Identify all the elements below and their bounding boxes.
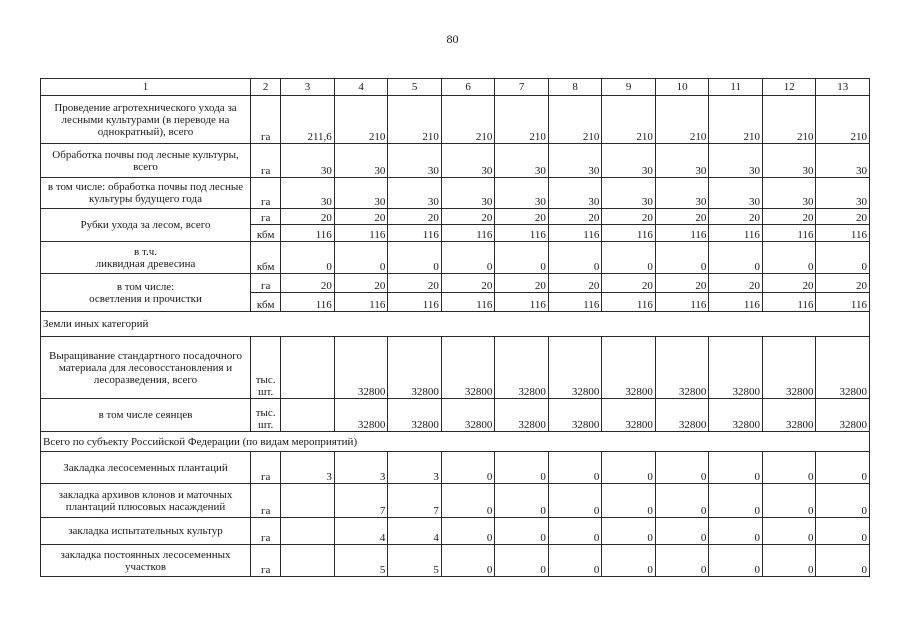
value-cell: 0 [441,545,495,577]
value-cell: 30 [816,178,870,209]
value-cell: 32800 [388,337,442,399]
value-cell: 30 [495,144,549,178]
value-cell: 0 [441,484,495,518]
value-cell: 116 [762,225,816,242]
row-name: Выращивание стандартного посадочного материала для лесовосстановления и лесоразведения, всего [41,337,251,399]
value-cell: 30 [441,178,495,209]
value-cell: 0 [548,242,602,274]
value-cell: 20 [709,274,763,293]
page-number: 80 [446,32,459,46]
value-cell: 32800 [548,337,602,399]
table-row [41,144,870,178]
column-header: 3 [281,79,335,96]
table-row [41,399,870,432]
value-cell: 0 [602,545,656,577]
row-name [41,242,251,274]
value-cell: 5 [388,545,442,577]
value-cell: 116 [334,225,388,242]
value-cell: 0 [655,242,709,274]
value-cell: 210 [709,96,763,144]
value-cell: 30 [655,144,709,178]
value-cell: 0 [816,242,870,274]
value-cell: 0 [762,518,816,545]
value-cell: 116 [281,293,335,312]
table-row [41,79,870,96]
value-cell: 0 [709,545,763,577]
value-cell: 20 [816,209,870,225]
value-cell: 32800 [816,337,870,399]
value-cell: 0 [762,545,816,577]
row-name-line: осветления и прочистки [89,292,202,305]
value-cell: 30 [655,178,709,209]
value-cell: 116 [388,293,442,312]
table-row [41,96,870,144]
column-header: 10 [655,79,709,96]
value-cell: 210 [495,96,549,144]
value-cell: 0 [441,242,495,274]
value-cell: 0 [655,518,709,545]
table-row [41,452,870,484]
value-cell: 116 [441,225,495,242]
value-cell: 30 [816,144,870,178]
value-cell: 0 [548,484,602,518]
value-cell: 20 [655,274,709,293]
value-cell: 3 [388,452,442,484]
value-cell: 32800 [655,337,709,399]
section-heading: Всего по субъекту Российской Федерации (по видам мероприятий) [41,432,870,452]
unit-cell: га [251,452,281,484]
value-cell: 0 [602,242,656,274]
value-cell: 0 [816,518,870,545]
column-header: 9 [602,79,656,96]
value-cell: 0 [602,484,656,518]
unit-cell: га [251,144,281,178]
table-row [41,432,870,452]
unit-cell: кбм [251,225,281,242]
value-cell: 0 [495,452,549,484]
value-cell: 20 [709,209,763,225]
table-row [41,518,870,545]
column-header: 5 [388,79,442,96]
value-cell: 32800 [548,399,602,432]
row-name-line: в т.ч. [134,245,157,258]
value-cell: 32800 [441,337,495,399]
value-cell: 0 [495,518,549,545]
value-cell: 20 [548,274,602,293]
value-cell: 116 [602,225,656,242]
table-row [41,242,870,274]
value-cell: 0 [602,518,656,545]
row-name: Обработка почвы под лесные культуры, всего [41,144,251,178]
value-cell: 210 [655,96,709,144]
value-cell: 20 [388,274,442,293]
unit-cell: тыс. шт. [251,399,281,432]
row-name [41,274,251,312]
value-cell: 210 [388,96,442,144]
value-cell: 0 [762,484,816,518]
row-name-line: в том числе: [116,280,175,293]
value-cell: 30 [602,144,656,178]
forestry-activities-table [40,78,870,577]
value-cell: 116 [709,293,763,312]
value-cell: 0 [602,452,656,484]
value-cell: 30 [388,144,442,178]
value-cell: 210 [762,96,816,144]
column-header: 12 [762,79,816,96]
row-name: Рубки ухода за лесом, всего [41,209,251,242]
value-cell: 0 [548,518,602,545]
value-cell: 0 [709,452,763,484]
value-cell: 0 [816,545,870,577]
value-cell: 116 [655,225,709,242]
value-cell: 116 [816,293,870,312]
value-cell: 116 [495,225,549,242]
value-cell: 0 [762,452,816,484]
value-cell: 32800 [441,399,495,432]
value-cell: 20 [495,209,549,225]
value-cell: 211,6 [281,96,335,144]
value-cell: 0 [655,545,709,577]
value-cell [281,545,335,577]
value-cell: 32800 [816,399,870,432]
column-header: 6 [441,79,495,96]
value-cell: 116 [602,293,656,312]
unit-cell: га [251,274,281,293]
table-row [41,178,870,209]
row-name: Закладка лесосеменных плантаций [41,452,251,484]
value-cell: 116 [762,293,816,312]
value-cell: 30 [548,144,602,178]
value-cell: 116 [816,225,870,242]
value-cell: 30 [441,144,495,178]
value-cell: 5 [334,545,388,577]
value-cell: 20 [388,209,442,225]
value-cell: 116 [709,225,763,242]
row-name-line: ликвидная древесина [95,257,196,270]
value-cell: 0 [548,545,602,577]
value-cell: 116 [548,225,602,242]
value-cell: 116 [388,225,442,242]
value-cell: 0 [709,242,763,274]
value-cell: 210 [441,96,495,144]
value-cell: 20 [762,209,816,225]
value-cell: 30 [709,178,763,209]
value-cell [281,399,335,432]
value-cell: 30 [548,178,602,209]
value-cell [281,518,335,545]
value-cell: 30 [495,178,549,209]
value-cell: 20 [762,274,816,293]
value-cell: 3 [334,452,388,484]
value-cell: 3 [281,452,335,484]
value-cell: 30 [762,144,816,178]
unit-cell: тыс. шт. [251,337,281,399]
value-cell: 20 [602,274,656,293]
value-cell: 7 [388,484,442,518]
column-header: 1 [41,79,251,96]
column-header: 2 [251,79,281,96]
value-cell: 20 [334,274,388,293]
value-cell: 32800 [762,337,816,399]
value-cell: 116 [655,293,709,312]
value-cell: 0 [655,452,709,484]
value-cell: 0 [816,452,870,484]
value-cell: 210 [602,96,656,144]
value-cell: 32800 [388,399,442,432]
unit-cell: га [251,484,281,518]
unit-cell: га [251,178,281,209]
row-name: в том числе сеянцев [41,399,251,432]
value-cell: 32800 [334,337,388,399]
value-cell: 20 [495,274,549,293]
unit-cell: кбм [251,293,281,312]
row-name: закладка постоянных лесосеменных участков [41,545,251,577]
table-row [41,312,870,337]
value-cell: 32800 [709,399,763,432]
value-cell: 30 [762,178,816,209]
value-cell: 20 [602,209,656,225]
unit-cell: га [251,96,281,144]
value-cell: 20 [441,209,495,225]
value-cell: 30 [281,144,335,178]
value-cell: 0 [655,484,709,518]
value-cell: 32800 [495,399,549,432]
row-name: закладка испытательных культур [41,518,251,545]
column-header: 7 [495,79,549,96]
value-cell: 30 [281,178,335,209]
value-cell: 210 [334,96,388,144]
value-cell: 0 [495,242,549,274]
unit-cell: га [251,209,281,225]
value-cell: 210 [548,96,602,144]
value-cell: 116 [281,225,335,242]
value-cell: 20 [281,209,335,225]
value-cell: 32800 [602,337,656,399]
unit-cell: га [251,518,281,545]
column-header: 4 [334,79,388,96]
value-cell: 32800 [602,399,656,432]
value-cell: 0 [441,518,495,545]
value-cell: 4 [388,518,442,545]
value-cell: 20 [816,274,870,293]
value-cell: 0 [334,242,388,274]
table-row [41,274,870,293]
value-cell: 20 [548,209,602,225]
value-cell: 0 [388,242,442,274]
value-cell: 32800 [334,399,388,432]
value-cell: 30 [602,178,656,209]
value-cell: 0 [281,242,335,274]
value-cell: 0 [762,242,816,274]
value-cell: 32800 [709,337,763,399]
value-cell: 0 [816,484,870,518]
value-cell: 116 [334,293,388,312]
value-cell: 116 [548,293,602,312]
table-row [41,209,870,225]
value-cell: 0 [709,518,763,545]
value-cell: 0 [709,484,763,518]
table-row [41,484,870,518]
value-cell: 210 [816,96,870,144]
value-cell: 0 [548,452,602,484]
unit-cell: га [251,545,281,577]
value-cell: 32800 [495,337,549,399]
row-name: в том числе: обработка почвы под лесные культуры будущего года [41,178,251,209]
column-header: 8 [548,79,602,96]
value-cell: 4 [334,518,388,545]
row-name: Проведение агротехнического ухода за лесными культурами (в переводе на однократный), всего [41,96,251,144]
value-cell: 30 [388,178,442,209]
value-cell [281,484,335,518]
value-cell: 20 [334,209,388,225]
value-cell: 20 [441,274,495,293]
value-cell: 7 [334,484,388,518]
value-cell: 116 [495,293,549,312]
value-cell: 30 [709,144,763,178]
table-row [41,337,870,399]
value-cell: 20 [655,209,709,225]
value-cell: 32800 [762,399,816,432]
column-header: 13 [816,79,870,96]
value-cell [281,337,335,399]
value-cell: 20 [281,274,335,293]
value-cell: 32800 [655,399,709,432]
column-header: 11 [709,79,763,96]
row-name: закладка архивов клонов и маточных плантаций плюсовых насаждений [41,484,251,518]
section-heading: Земли иных категорий [41,312,870,337]
value-cell: 0 [441,452,495,484]
value-cell: 0 [495,545,549,577]
value-cell: 30 [334,178,388,209]
table-row [41,545,870,577]
value-cell: 116 [441,293,495,312]
value-cell: 0 [495,484,549,518]
value-cell: 30 [334,144,388,178]
unit-cell: кбм [251,242,281,274]
